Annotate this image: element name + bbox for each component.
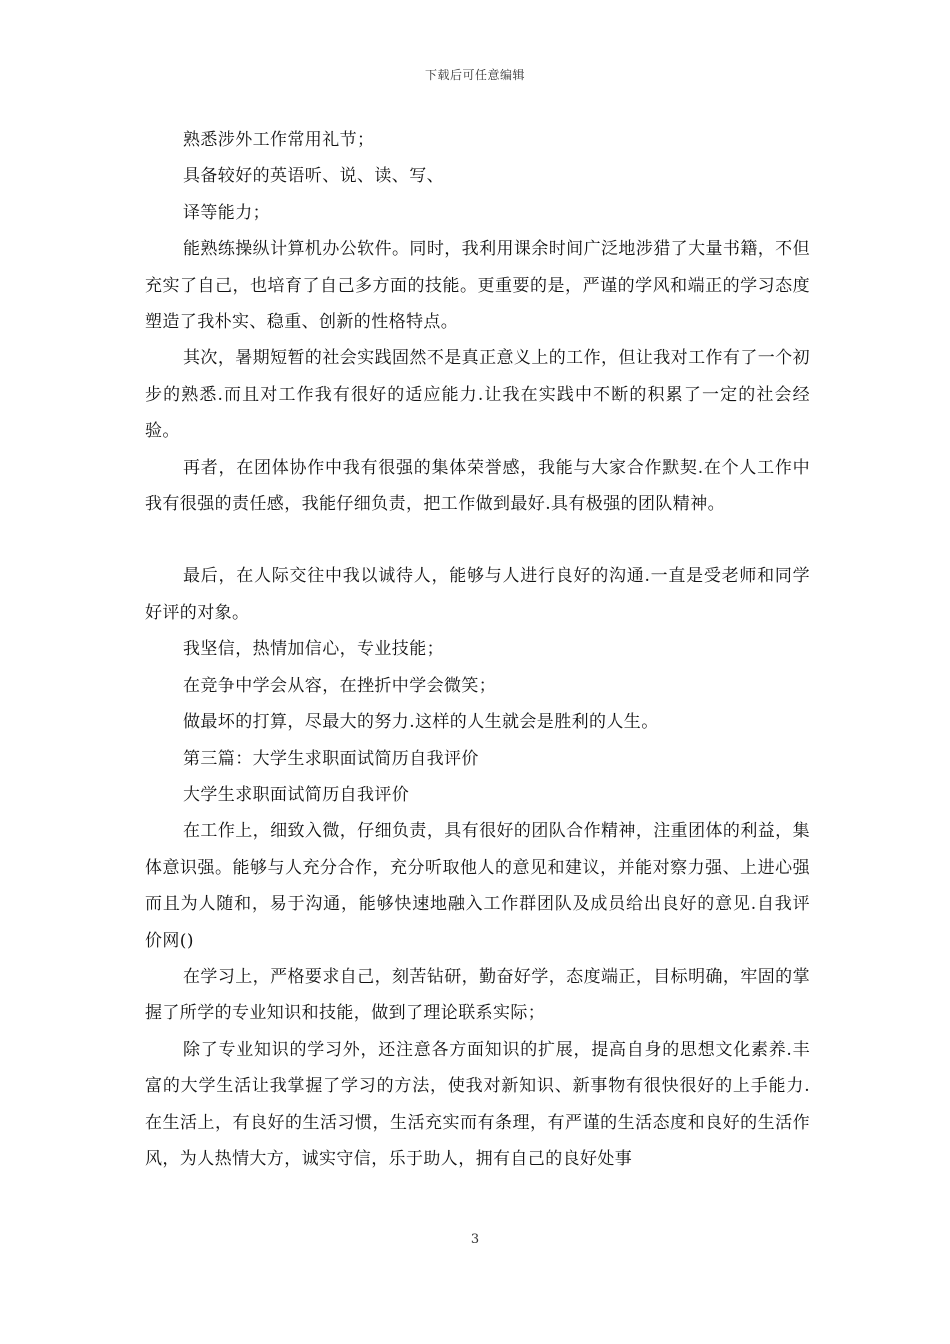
- paragraph: 再者，在团体协作中我有很强的集体荣誉感，我能与大家合作默契.在个人工作中我有很强的责任感，我能仔细负责，把工作做到最好.具有极强的团队精神。: [145, 457, 810, 515]
- paragraph: 熟悉涉外工作常用礼节；: [183, 130, 375, 150]
- paragraph: 做最坏的打算，尽最大的努力.这样的人生就会是胜利的人生。: [183, 712, 659, 733]
- paragraph: 其次，暑期短暂的社会实践固然不是真正意义上的工作，但让我对工作有了一个初步的熟悉.而且对工作我有很好的适应能力.让我在实践中不断的积累了一定的社会经验。: [145, 348, 810, 442]
- document-body: [145, 122, 810, 1177]
- paragraph: 最后，在人际交往中我以诚待人，能够与人进行良好的沟通.一直是受老师和同学好评的对象。: [145, 566, 810, 623]
- paragraph: 在工作上，细致入微，仔细负责，具有很好的团队合作精神，注重团体的利益，集体意识强。能够与人充分合作，充分听取他人的意见和建议，并能对察力强、上进心强而且为人随和，易于沟通，能够快速地融入工作群团队及成员给出良好的意见.自我评价网(): [145, 821, 810, 951]
- paragraph: 除了专业知识的学习外，还注意各方面知识的扩展，提高自身的思想文化素养.丰富的大学生活让我掌握了学习的方法，使我对新知识、新事物有很快很好的上手能力.在生活上，有良好的生活习惯，生活充实而有条理，有严谨的生活态度和良好的生活作风，为人热情大方，诚实守信，乐于助人，拥有自己的良好处事: [145, 1039, 810, 1169]
- paragraph: 在学习上，严格要求自己，刻苦钻研，勤奋好学，态度端正，目标明确，牢固的掌握了所学的专业知识和技能，做到了理论联系实际；: [145, 966, 810, 1024]
- section-subheading: 大学生求职面试简历自我评价: [183, 784, 410, 805]
- paragraph: 译等能力；: [183, 202, 270, 223]
- paragraph: 我坚信，热情加信心，专业技能；: [183, 639, 444, 660]
- page-number: 3: [470, 1232, 480, 1247]
- section-heading: 第三篇：大学生求职面试简历自我评价: [183, 748, 479, 769]
- page-header: 下载后可任意编辑: [424, 68, 525, 82]
- paragraph: 在竞争中学会从容，在挫折中学会微笑；: [183, 675, 497, 696]
- paragraph: 具备较好的英语听、说、读、写、: [183, 166, 444, 187]
- paragraph: 能熟练操纵计算机办公软件。同时，我利用课余时间广泛地涉猎了大量书籍，不但充实了自己，也培育了自己多方面的技能。更重要的是，严谨的学风和端正的学习态度塑造了我朴实、稳重、创新的性格特点。: [145, 239, 810, 333]
